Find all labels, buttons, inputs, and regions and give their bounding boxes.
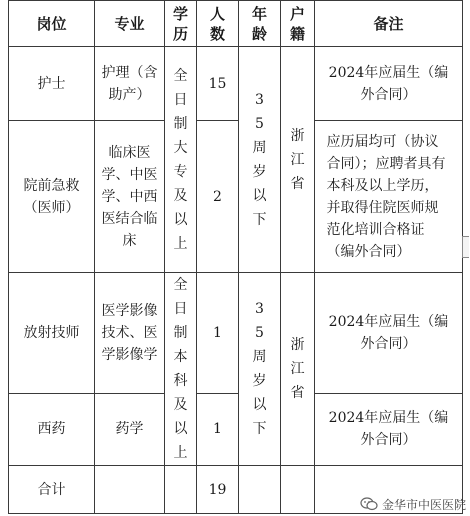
cell-position: 放射技师 bbox=[9, 273, 95, 394]
cell-count: 15 bbox=[197, 47, 239, 121]
header-major: 专业 bbox=[95, 1, 165, 47]
cell-education-group-a: 全日制大专及以上 bbox=[165, 47, 197, 273]
wechat-icon bbox=[360, 497, 378, 511]
cell-empty bbox=[239, 466, 281, 514]
cell-major: 护理（含助产） bbox=[95, 47, 165, 121]
cell-position: 院前急救（医师） bbox=[9, 121, 95, 273]
cell-household-group-a: 浙江省 bbox=[281, 47, 315, 273]
cell-major: 临床医学、中医学、中西医结合临床 bbox=[95, 121, 165, 273]
watermark bbox=[360, 494, 466, 514]
table-row bbox=[9, 393, 463, 465]
table-row bbox=[9, 273, 463, 394]
resize-handle[interactable] bbox=[462, 236, 469, 258]
table-row bbox=[9, 121, 463, 273]
cell-household-group-b: 浙江省 bbox=[281, 273, 315, 466]
recruitment-table bbox=[8, 0, 463, 514]
cell-empty bbox=[165, 466, 197, 514]
cell-major: 药学 bbox=[95, 393, 165, 465]
cell-position: 护士 bbox=[9, 47, 95, 121]
cell-total-count: 19 bbox=[197, 466, 239, 514]
cell-age-group-a: 35周岁以下 bbox=[239, 47, 281, 273]
cell-total-label: 合计 bbox=[9, 466, 95, 514]
cell-age-group-b: 35周岁以下 bbox=[239, 273, 281, 466]
cell-remark: 2024年应届生（编外合同） bbox=[315, 273, 463, 394]
header-row bbox=[9, 1, 463, 47]
header-remark: 备注 bbox=[315, 1, 463, 47]
cell-empty bbox=[281, 466, 315, 514]
cell-position: 西药 bbox=[9, 393, 95, 465]
cell-count: 1 bbox=[197, 393, 239, 465]
header-count: 人数 bbox=[197, 1, 239, 47]
header-age: 年龄 bbox=[239, 1, 281, 47]
cell-count: 2 bbox=[197, 121, 239, 273]
cell-remark: 2024年应届生（编外合同） bbox=[315, 47, 463, 121]
header-education: 学历 bbox=[165, 1, 197, 47]
cell-major: 医学影像技术、医学影像学 bbox=[95, 273, 165, 394]
watermark-text: 金华市中医医院 bbox=[381, 497, 466, 512]
header-household: 户籍 bbox=[281, 1, 315, 47]
table-row bbox=[9, 47, 463, 121]
cell-count: 1 bbox=[197, 273, 239, 394]
header-position: 岗位 bbox=[9, 1, 95, 47]
cell-remark: 应历届均可（协议合同）；应聘者具有本科及以上学历，并取得住院医师规范化培训合格证（编外合同） bbox=[315, 121, 463, 273]
cell-remark: 2024年应届生（编外合同） bbox=[315, 393, 463, 465]
cell-education-group-b: 全日制本科及以上 bbox=[165, 273, 197, 466]
cell-empty bbox=[95, 466, 165, 514]
